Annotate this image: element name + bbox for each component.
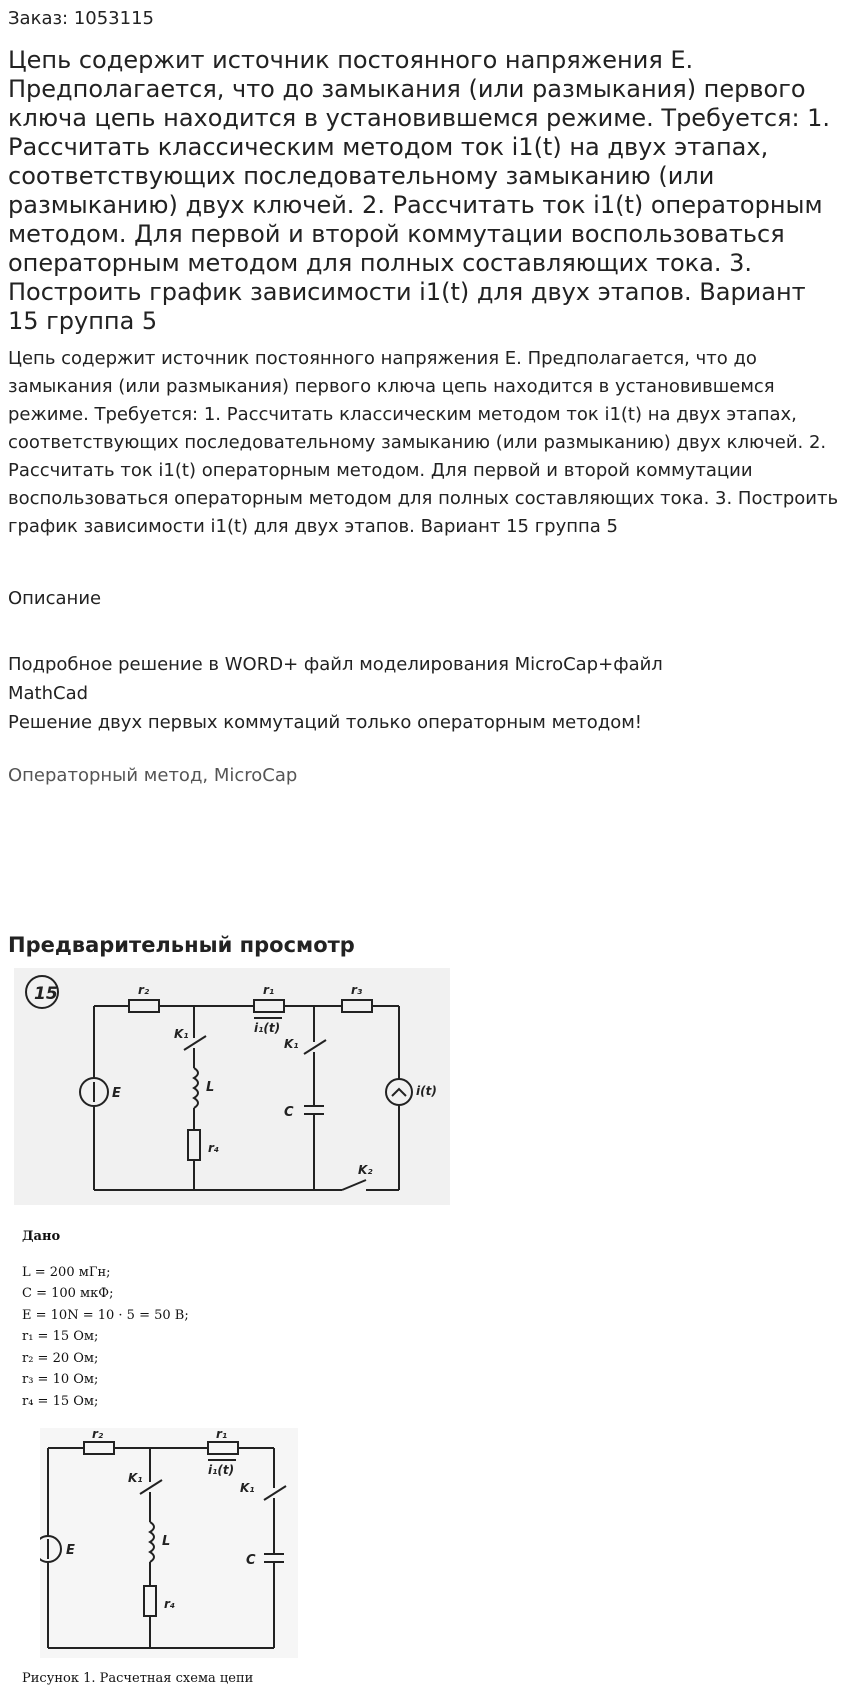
tag-microcap[interactable]: MicroCap (213, 765, 298, 786)
tag-operator-method[interactable]: Операторный метод (8, 765, 203, 786)
svg-text:C: C (284, 1105, 294, 1120)
resistor-r1 (208, 1442, 238, 1454)
resistor-r2 (129, 1000, 159, 1012)
voltage-source-e (40, 1536, 61, 1562)
inductor-l (194, 1068, 198, 1108)
order-number: Заказ: 1053115 (8, 8, 154, 29)
svg-text:r₃: r₃ (351, 983, 363, 997)
resistor-r2 (84, 1442, 114, 1454)
given-line: r₄ = 15 Ом; (22, 1393, 99, 1409)
svg-text:K₁: K₁ (174, 1027, 189, 1041)
svg-text:E: E (66, 1543, 75, 1558)
preview-heading: Предварительный просмотр (8, 933, 355, 957)
variant-label: 15 (34, 984, 58, 1004)
svg-text:C: C (246, 1553, 256, 1568)
figure-caption: Рисунок 1. Расчетная схема цепи (22, 1671, 254, 1686)
svg-text:i₁(t): i₁(t) (254, 1021, 281, 1035)
given-values (22, 1226, 189, 1412)
switch-k2 (342, 1180, 366, 1190)
tag-list (8, 765, 297, 786)
page-title: Цепь содержит источник постоянного напряжения Е. Предполагается, что до замыкания (или размыкания) первого ключа цепь находится в установившемся режиме. Требуется: 1. Рассчитать классическим методом ток i1(t) на двух этапах, соответствующих последовательному замыканию (или размыканию) двух ключей. 2. Рассчитать ток i1(t) операторным методом. Для первой и второй коммутации воспользоваться операторным методом для полных составляющих тока. 3. Построить график зависимости i1(t) для двух этапов. Вариант 15 группа 5 (8, 46, 831, 335)
given-line: r₃ = 10 Ом; (22, 1372, 99, 1387)
svg-text:K₁: K₁ (128, 1471, 143, 1485)
tag-separator: , (202, 765, 214, 786)
description-label: Описание (8, 588, 102, 609)
resistor-r3 (342, 1000, 372, 1012)
detail-line: Решение двух первых коммутаций только операторным методом! (8, 712, 642, 733)
current-source (386, 1079, 412, 1105)
circuit-schematic-calculation (40, 1428, 298, 1658)
svg-text:K₂: K₂ (358, 1163, 373, 1177)
svg-text:r₁: r₁ (263, 983, 275, 997)
given-line: r₂ = 20 Ом; (22, 1350, 99, 1366)
given-heading: Дано (22, 1229, 61, 1244)
svg-text:E: E (112, 1086, 121, 1101)
detail-line: Подробное решение в WORD+ файл моделирования MicroCap+файл MathCad (8, 654, 663, 704)
svg-text:r₂: r₂ (92, 1428, 104, 1441)
circuit-schematic-variant-15 (14, 968, 450, 1205)
resistor-r4 (188, 1130, 200, 1160)
svg-text:K₁: K₁ (284, 1037, 299, 1051)
task-description: Цепь содержит источник постоянного напряжения Е. Предполагается, что до замыкания (или размыкания) первого ключа цепь находится в установившемся режиме. Требуется: 1. Рассчитать классическим методом ток i1(t) на двух этапах, соответствующих последовательному замыканию (или размыканию) двух ключей. 2. Рассчитать ток i1(t) операторным методом. Для первой и второй коммутации воспользоваться операторным методом для полных составляющих тока. 3. Построить график зависимости i1(t) для двух этапов. Вариант 15 группа 5 (8, 348, 839, 537)
resistor-r4 (144, 1586, 156, 1616)
svg-text:L: L (206, 1080, 215, 1095)
svg-text:r₂: r₂ (138, 983, 150, 997)
svg-text:r₁: r₁ (216, 1428, 228, 1441)
inductor-l (150, 1522, 154, 1562)
given-line: E = 10N = 10 · 5 = 50 В; (22, 1307, 189, 1323)
given-line: L = 200 мГн; (22, 1264, 111, 1280)
solution-details (8, 650, 738, 737)
svg-text:K₁: K₁ (240, 1481, 255, 1495)
svg-text:r₄: r₄ (208, 1141, 220, 1155)
svg-text:r₄: r₄ (164, 1597, 176, 1611)
svg-text:i(t): i(t) (416, 1084, 437, 1098)
given-line: r₁ = 15 Ом; (22, 1329, 99, 1344)
resistor-r1 (254, 1000, 284, 1012)
svg-text:L: L (162, 1534, 171, 1549)
svg-text:i₁(t): i₁(t) (208, 1463, 235, 1477)
given-line: C = 100 мкФ; (22, 1286, 114, 1301)
